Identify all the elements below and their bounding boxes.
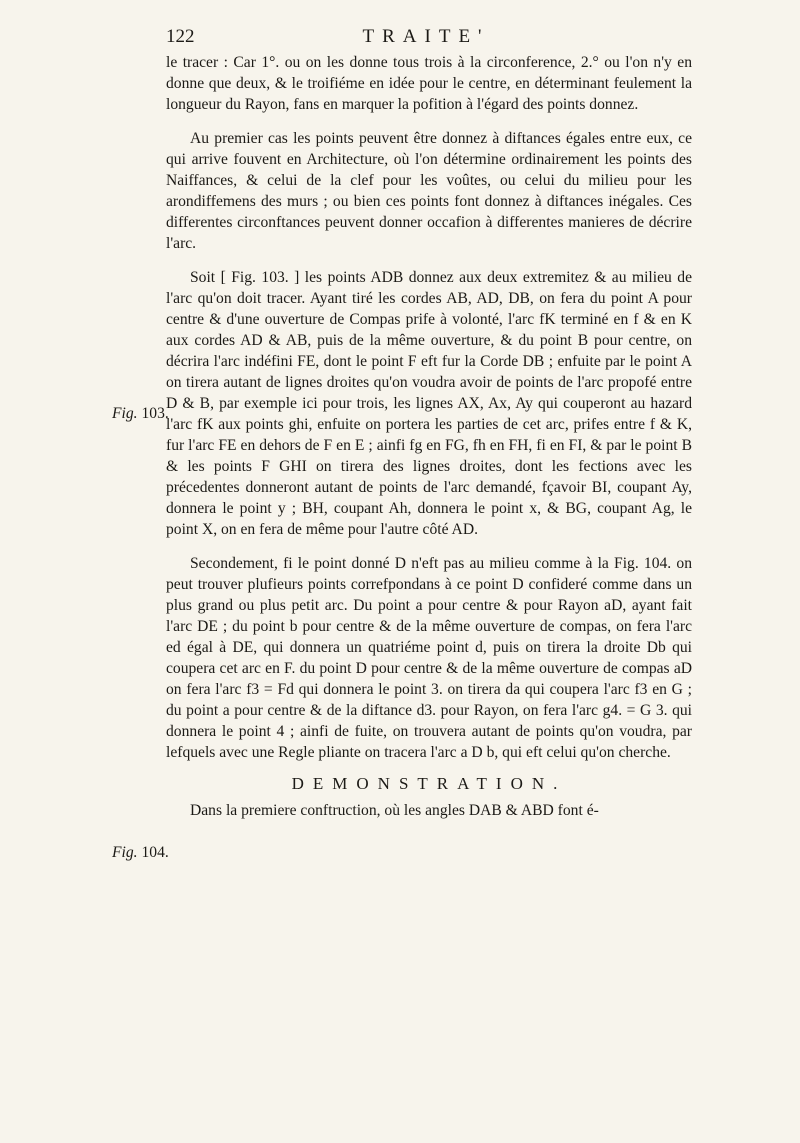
body-text xyxy=(166,52,692,821)
margin-fig-label: Fig. xyxy=(112,844,138,861)
margin-fig-number: 104. xyxy=(141,844,169,861)
paragraph-intro: le tracer : Car 1°. ou on les donne tous trois à la circonference, 2.° ou l'on n'y en donne que deux, & le troifiéme en idée pour le centre, en déterminant feulement la longueur du Rayon, fans en marquer la pofition à l'égard des points donnez. xyxy=(166,54,692,113)
section-heading: DEMONSTRATION. xyxy=(291,774,567,793)
margin-note-fig-103 xyxy=(112,405,169,423)
margin-note-fig-104 xyxy=(112,844,169,862)
paragraph-fig-104: Secondement, fi le point donné D n'eft pas au milieu comme à la Fig. 104. on peut trouver plufieurs points correfpondans à ce point D confideré comme dans un plus grand ou plus petit arc. Du point a pour centre & pour Rayon aD, ayant fait l'arc DE ; du point b pour centre & de la même ouverture de compas, on fera l'arc ed égal à DE, qui donnera un quatriéme point d, puis on tirera la droite Db qui coupera cet arc en F. du point D pour centre & de la même ouverture de compas aD on fera l'arc f3 = Fd qui donnera le point 3. on tirera da qui coupera l'arc f3 en G ; du point a pour centre & de la diftance d3. pour Rayon, on fera l'arc g4. = G 3. qui donnera le point 4 ; ainfi de fuite, on trouvera autant de points qu'on voudra, par lefquels avec une Regle pliante on tracera l'arc a D b, qui eft celui qu'on cherche. xyxy=(166,555,692,761)
margin-fig-label: Fig. xyxy=(112,405,138,422)
paragraph-fig-103: Soit [ Fig. 103. ] les points ADB donnez aux deux extremitez & au milieu de l'arc qu'on doit tracer. Ayant tiré les cordes AB, AD, DB, on fera du point A pour centre & d'une ouverture de Compas prife à volonté, l'arc fK terminé en f & en K aux cordes AD & AB, puis de la même ouverture, & du point B pour centre, on décrira l'arc indéfini FE, dont le point F eft fur la Corde DB ; enfuite par le point A on tirera autant de lignes droites qu'on voudra avoir de points de l'arc propofé entre D & B, par exemple ici pour trois, les lignes AX, Ax, Ay qui couperont au hazard l'arc fK aux points ghi, enfuite on portera les parties de cet arc, prifes entre f & K, fur l'arc FE en dehors de F en E ; ainfi fg en FG, fh en FH, fi en FI, & par le point B & les points F GHI on tirera des lignes droites, dont les fections avec les précedentes donneront autant de points de l'arc demandé, fçavoir BI, coupant Ay, donnera le point y ; BH, coupant Ah, donnera le point x, & BG, coupant Ag, le point X, on en fera de même pour l'autre côté AD. xyxy=(166,269,692,538)
paragraph-premier-cas: Au premier cas les points peuvent être donnez à diftances égales entre eux, ce qui arrive fouvent en Architecture, où l'on détermine ordinairement les points des Naiffances, & celui de la clef pour les voûtes, ou celui du milieu pour les arondiffemens des murs ; ou bien ces points font donnez à diftances inégales. Ces differentes circonftances peuvent donner occafion à differentes manieres de décrire l'arc. xyxy=(166,130,692,252)
paragraph-demonstration-start: Dans la premiere conftruction, où les angles DAB & ABD font é- xyxy=(190,802,599,819)
margin-fig-number: 103. xyxy=(141,405,169,422)
running-title: TRAITE' xyxy=(362,26,490,47)
page-number: 122 xyxy=(166,26,195,47)
